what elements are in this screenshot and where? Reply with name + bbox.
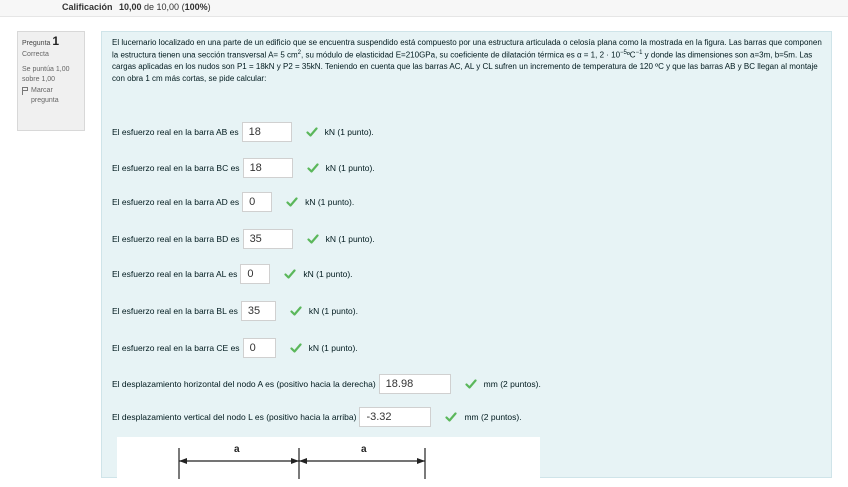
truss-figure	[117, 437, 540, 482]
answer-row-ad	[112, 191, 354, 213]
answer-unit: kN (1 punto).	[305, 197, 355, 207]
grade-label: Calificación	[62, 2, 113, 12]
answer-row-bc	[112, 157, 375, 179]
answer-label: El esfuerzo real en la barra BC es	[112, 163, 240, 173]
answer-input-disp-a[interactable]: 18.98	[379, 374, 451, 394]
answer-input-ce[interactable]: 0	[243, 338, 276, 358]
answer-unit: kN (1 punto).	[324, 127, 374, 137]
answer-input-bc[interactable]: 18	[243, 158, 293, 178]
answer-row-bd	[112, 228, 375, 250]
correct-check-icon	[290, 342, 302, 354]
answer-input-ab[interactable]: 18	[242, 122, 292, 142]
correct-check-icon	[286, 196, 298, 208]
answer-label: El esfuerzo real en la barra AD es	[112, 197, 240, 207]
correct-check-icon	[307, 233, 319, 245]
question-score: Se puntúa 1,00 sobre 1,00	[22, 66, 70, 83]
question-number: Pregunta 1	[22, 34, 60, 48]
question-info-panel	[17, 31, 85, 131]
answer-label: El esfuerzo real en la barra AB es	[112, 127, 239, 137]
grade-value: 10,00 de 10,00 (100%)	[119, 2, 211, 12]
dimension-label-a: a	[361, 444, 367, 455]
dimension-label-a: a	[234, 444, 240, 455]
flag-question-link[interactable]: Marcar pregunta	[22, 86, 80, 105]
answer-unit: mm (2 puntos).	[483, 379, 541, 389]
answer-label: El esfuerzo real en la barra CE es	[112, 343, 240, 353]
answer-label: El desplazamiento vertical del nodo L es (positivo hacia la arriba)	[112, 412, 357, 422]
answer-unit: kN (1 punto).	[325, 234, 375, 244]
correct-check-icon	[465, 378, 477, 390]
question-text: El lucernario localizado en una parte de un edificio que se encuentra suspendido está compuesto por una estructura articulada o celosía plana como la mostrada en la figura. Las barras que componen la estructura tienen una sección transversal A= 5 $cm^2$, su módulo de elasticidad E=210GPa, su coeficiente de dilatación térmica es α = 1, $2 \cdot 10^{-5}ºC^{-1}$ y donde las dimensiones son a=3m, b=5m. Las cargas aplicadas en los nudos son P1 = 18kN y P2 = 35kN. Teniendo en cuenta que las barras AC, AL y CL sufren un incremento de temperatura de 120 ºC y que las barras AB y BC llegan al montaje con obra 1 cm más cortas, se pide calcular:	[112, 38, 822, 83]
answer-input-bl[interactable]: 35	[241, 301, 276, 321]
truss-dimension-drawing	[117, 437, 540, 482]
question-status: Correcta	[22, 50, 49, 58]
grade-summary-row	[0, 0, 848, 17]
answer-unit: kN (1 punto).	[308, 306, 358, 316]
answer-row-bl	[112, 300, 358, 322]
answer-label: El esfuerzo real en la barra BL es	[112, 306, 238, 316]
question-content	[101, 31, 832, 478]
answer-unit: kN (1 punto).	[325, 163, 375, 173]
answer-label: El desplazamiento horizontal del nodo A es (positivo hacia la derecha)	[112, 379, 376, 389]
answer-row-ce	[112, 337, 358, 359]
answer-input-disp-l[interactable]: -3.32	[359, 407, 431, 427]
flag-icon	[22, 87, 29, 94]
correct-check-icon	[445, 411, 457, 423]
answer-row-al	[112, 263, 353, 285]
answer-row-disp-l	[112, 406, 522, 428]
correct-check-icon	[306, 126, 318, 138]
answer-label: El esfuerzo real en la barra AL es	[112, 269, 238, 279]
answer-unit: kN (1 punto).	[308, 343, 358, 353]
answer-row-ab	[112, 121, 374, 143]
answer-input-al[interactable]: 0	[240, 264, 270, 284]
correct-check-icon	[284, 268, 296, 280]
answer-unit: kN (1 punto).	[303, 269, 353, 279]
answer-input-ad[interactable]: 0	[242, 192, 272, 212]
answer-label: El esfuerzo real en la barra BD es	[112, 234, 240, 244]
answer-row-disp-a	[112, 373, 541, 395]
answer-input-bd[interactable]: 35	[243, 229, 293, 249]
answer-unit: mm (2 puntos).	[464, 412, 522, 422]
correct-check-icon	[307, 162, 319, 174]
correct-check-icon	[290, 305, 302, 317]
